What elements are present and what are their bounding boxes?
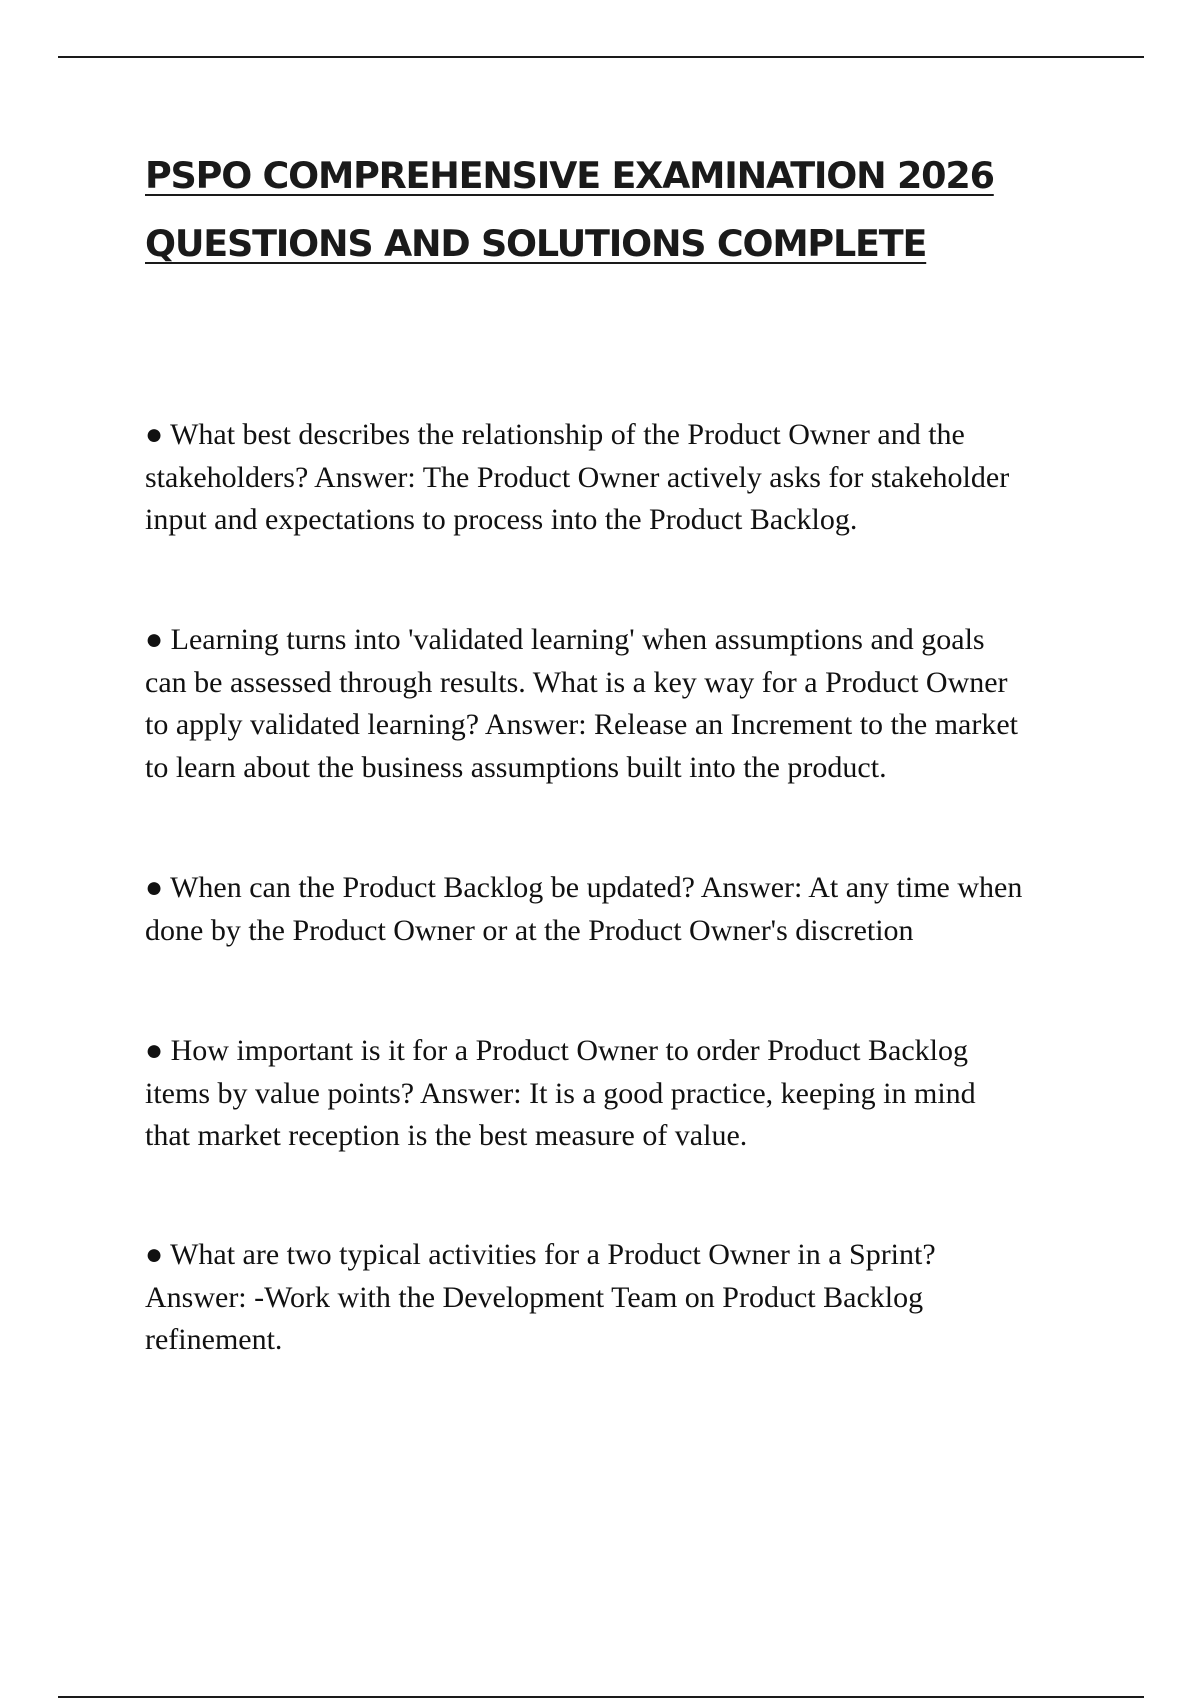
qa-line: items by value points? Answer: It is a good practice, keeping in mind	[145, 1076, 976, 1110]
page-title	[145, 142, 1105, 278]
title-line-1: PSPO COMPREHENSIVE EXAMINATION 2026	[145, 154, 994, 197]
title-line-2: QUESTIONS AND SOLUTIONS COMPLETE	[145, 222, 927, 265]
qa-line: ● When can the Product Backlog be updated? Answer: At any time when	[145, 871, 1023, 904]
top-divider	[58, 56, 1144, 58]
qa-line: ● What best describes the relationship of the Product Owner and the	[145, 418, 965, 451]
qa-line: stakeholders? Answer: The Product Owner actively asks for stakeholder	[145, 460, 1010, 494]
qa-line: Answer: -Work with the Development Team on Product Backlog	[145, 1280, 924, 1314]
qa-item-3	[145, 867, 1022, 952]
qa-line: that market reception is the best measure of value.	[145, 1119, 748, 1152]
qa-line: to apply validated learning? Answer: Release an Increment to the market	[145, 708, 1019, 741]
qa-line: to learn about the business assumptions built into the product.	[145, 750, 887, 784]
bottom-divider	[58, 1696, 1144, 1698]
qa-item-5	[145, 1234, 936, 1362]
qa-line: ● Learning turns into 'validated learning' when assumptions and goals	[145, 623, 985, 656]
qa-line: ● What are two typical activities for a Product Owner in a Sprint?	[145, 1238, 936, 1271]
qa-line: can be assessed through results. What is a key way for a Product Owner	[145, 665, 1008, 699]
qa-line: ● How important is it for a Product Owner to order Product Backlog	[145, 1034, 968, 1067]
qa-item-1	[145, 414, 1009, 542]
qa-line: input and expectations to process into the Product Backlog.	[145, 503, 858, 536]
qa-line: done by the Product Owner or at the Product Owner's discretion	[145, 913, 914, 947]
qa-line: refinement.	[145, 1323, 283, 1356]
qa-item-4	[145, 1030, 976, 1158]
qa-item-2	[145, 619, 1018, 789]
